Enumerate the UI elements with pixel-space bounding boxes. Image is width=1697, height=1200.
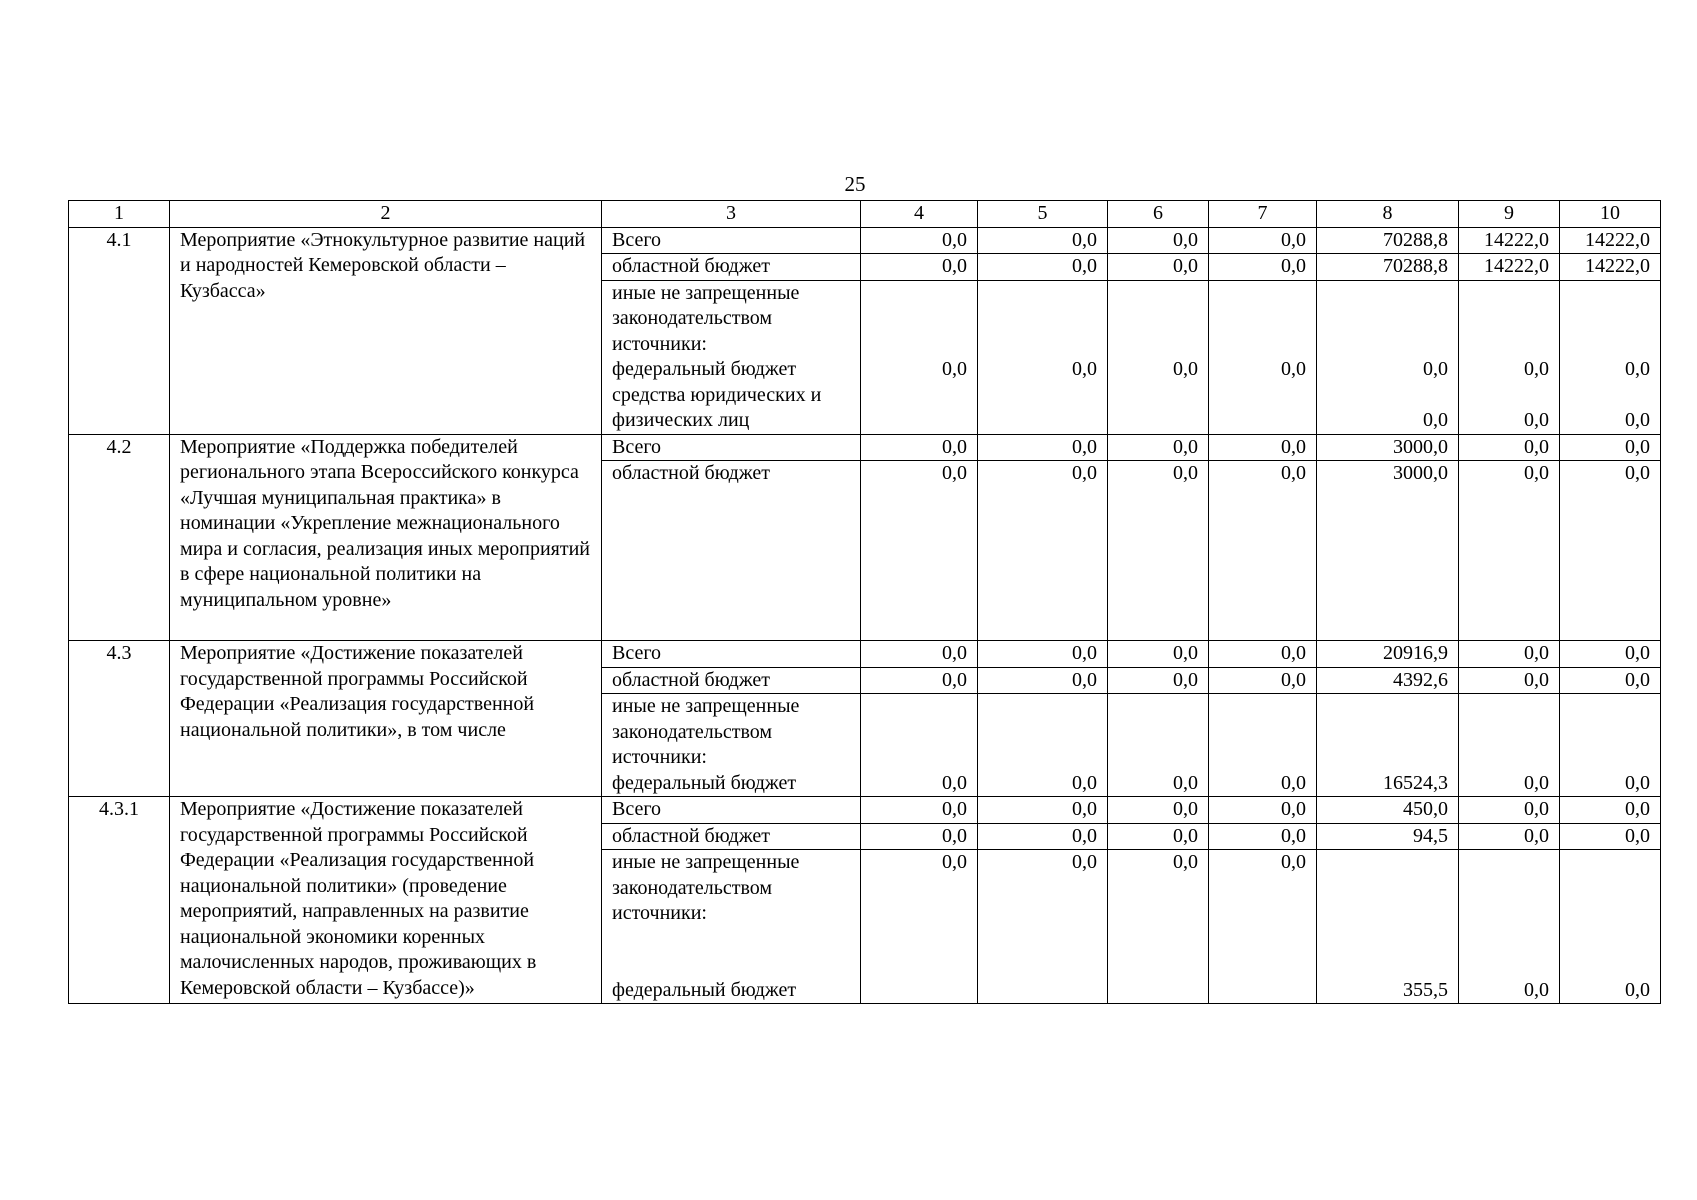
value: 0,0	[1423, 358, 1448, 380]
value-cell: 14222,0	[1459, 227, 1560, 254]
row-number: 4.1	[69, 227, 170, 434]
value-cell: 70288,8	[1317, 227, 1459, 254]
value-cell: 0,0	[1108, 434, 1209, 461]
value: 0,0	[1173, 851, 1198, 873]
table-row	[69, 641, 1661, 668]
column-header: 8	[1317, 201, 1459, 228]
source-label-line: федеральный бюджет	[612, 771, 797, 794]
column-header: 3	[602, 201, 861, 228]
value-cell: 0,0	[1108, 254, 1209, 281]
value-cell	[1459, 280, 1560, 434]
source-label: областной бюджет	[602, 667, 861, 694]
value: 0,0	[1423, 409, 1448, 431]
value: 0,0	[1625, 358, 1650, 380]
value-cell: 14222,0	[1459, 254, 1560, 281]
value-cell	[1317, 694, 1459, 797]
value: 0,0	[1524, 771, 1549, 794]
measure-name: Мероприятие «Достижение показателей государственной программы Российской Федерации «Реализация государственной национальной политики», в том числе	[170, 641, 602, 797]
value-cell	[1459, 850, 1560, 1004]
source-label: областной бюджет	[602, 461, 861, 641]
value-cell	[1560, 694, 1661, 797]
value-cell: 0,0	[978, 434, 1108, 461]
source-label: областной бюджет	[602, 254, 861, 281]
source-label-line: федеральный бюджет	[612, 978, 797, 1001]
source-label-line: федеральный бюджет	[612, 358, 797, 380]
source-label-multiline	[602, 280, 861, 434]
source-label-line: источники:	[612, 902, 707, 924]
value: 0,0	[942, 851, 967, 873]
value	[1219, 408, 1306, 434]
source-label-line: физических лиц	[612, 409, 750, 431]
value-cell: 0,0	[861, 667, 978, 694]
source-label: Всего	[602, 434, 861, 461]
value: 0,0	[1524, 978, 1549, 1001]
value-cell	[978, 850, 1108, 1004]
table-row	[69, 434, 1661, 461]
value-cell: 0,0	[861, 461, 978, 641]
source-label-line: средства юридических и	[612, 383, 822, 406]
value: 16524,3	[1383, 771, 1448, 794]
value-cell: 0,0	[1108, 797, 1209, 824]
column-header: 2	[170, 201, 602, 228]
value-cell: 0,0	[1108, 227, 1209, 254]
value-cell: 0,0	[1459, 434, 1560, 461]
value: 0,0	[1625, 409, 1650, 431]
source-label-line: источники:	[612, 746, 707, 768]
value-cell: 0,0	[1108, 667, 1209, 694]
value-cell: 0,0	[1209, 227, 1317, 254]
table-row	[69, 797, 1661, 824]
measure-name: Мероприятие «Поддержка победителей регионального этапа Всероссийского конкурса «Лучшая муниципальная практика» в номинации «Укрепление межнационального мира и согласия, реализация иных мероприятий в сфере национальной политики на муниципальном уровне»	[170, 434, 602, 641]
value-cell	[1459, 694, 1560, 797]
source-label: Всего	[602, 797, 861, 824]
value: 0,0	[1524, 358, 1549, 380]
source-label-line: иные не запрещенные	[612, 695, 800, 717]
value: 0,0	[1281, 771, 1306, 794]
value-cell: 0,0	[1209, 797, 1317, 824]
value-cell	[1209, 280, 1317, 434]
source-label-multiline	[602, 850, 861, 1004]
value-cell: 0,0	[861, 797, 978, 824]
value-cell: 94,5	[1317, 823, 1459, 850]
value-cell: 14222,0	[1560, 254, 1661, 281]
value-cell: 0,0	[861, 823, 978, 850]
value-cell: 0,0	[1459, 823, 1560, 850]
value-cell	[978, 694, 1108, 797]
page-number: 25	[844, 172, 866, 196]
value-cell: 4392,6	[1317, 667, 1459, 694]
column-header: 10	[1560, 201, 1661, 228]
value-cell: 0,0	[861, 254, 978, 281]
value-cell: 0,0	[978, 461, 1108, 641]
column-header: 5	[978, 201, 1108, 228]
source-label: Всего	[602, 227, 861, 254]
value-cell	[861, 850, 978, 1004]
measure-name: Мероприятие «Этнокультурное развитие наций и народностей Кемеровской области – Кузбасса»	[170, 227, 602, 434]
value-cell: 0,0	[978, 823, 1108, 850]
value: 0,0	[1625, 771, 1650, 794]
column-header: 9	[1459, 201, 1560, 228]
value: 355,5	[1403, 978, 1448, 1001]
value: 0,0	[942, 358, 967, 380]
value-cell	[978, 280, 1108, 434]
value-cell: 0,0	[1560, 434, 1661, 461]
value-cell: 0,0	[978, 797, 1108, 824]
value-cell: 0,0	[1459, 667, 1560, 694]
value-cell: 20916,9	[1317, 641, 1459, 668]
value-cell: 0,0	[1560, 667, 1661, 694]
value-cell: 0,0	[1459, 461, 1560, 641]
value-cell: 0,0	[1459, 641, 1560, 668]
value-cell	[1317, 850, 1459, 1004]
value-cell	[1108, 694, 1209, 797]
source-label-line: законодательством	[612, 307, 773, 329]
value-cell	[1317, 280, 1459, 434]
value-cell: 3000,0	[1317, 461, 1459, 641]
value-cell: 0,0	[1209, 641, 1317, 668]
value-cell: 0,0	[978, 254, 1108, 281]
measure-name: Мероприятие «Достижение показателей государственной программы Российской Федерации «Реализация государственной национальной политики» (проведение мероприятий, направленных на развитие национальной экономики коренных малочисленных народов, проживающих в Кемеровской области – Кузбассе)»	[170, 797, 602, 1004]
value	[988, 408, 1097, 434]
source-label-line: иные не запрещенные	[612, 281, 800, 304]
value-cell: 14222,0	[1560, 227, 1661, 254]
value-cell: 450,0	[1317, 797, 1459, 824]
budget-table	[68, 200, 1661, 1004]
value: 0,0	[942, 771, 967, 794]
value-cell	[861, 280, 978, 434]
value-cell: 0,0	[1459, 797, 1560, 824]
source-label-line: источники:	[612, 332, 707, 355]
value-cell: 0,0	[1108, 823, 1209, 850]
row-number: 4.3.1	[69, 797, 170, 1004]
value: 0,0	[1072, 851, 1097, 873]
value: 0,0	[1072, 358, 1097, 380]
value-cell	[1209, 694, 1317, 797]
value: 0,0	[1173, 771, 1198, 794]
value-cell	[1108, 850, 1209, 1004]
value: 0,0	[1524, 409, 1549, 431]
value-cell: 3000,0	[1317, 434, 1459, 461]
value-cell: 0,0	[1560, 823, 1661, 850]
value: 0,0	[1625, 978, 1650, 1001]
value-cell: 0,0	[1209, 434, 1317, 461]
value: 0,0	[1281, 851, 1306, 873]
value-cell: 0,0	[861, 434, 978, 461]
value-cell: 0,0	[1108, 461, 1209, 641]
value-cell: 0,0	[1560, 461, 1661, 641]
source-label: областной бюджет	[602, 823, 861, 850]
value: 0,0	[1173, 358, 1198, 380]
source-label-line: иные не запрещенные	[612, 851, 800, 873]
table-row	[69, 227, 1661, 254]
value	[1118, 408, 1198, 434]
value-cell: 0,0	[978, 641, 1108, 668]
value: 0,0	[1281, 358, 1306, 380]
value-cell: 0,0	[1209, 461, 1317, 641]
source-label-line: законодательством	[612, 720, 773, 743]
row-number: 4.3	[69, 641, 170, 797]
row-number: 4.2	[69, 434, 170, 641]
value-cell: 0,0	[978, 667, 1108, 694]
column-header: 6	[1108, 201, 1209, 228]
value-cell: 70288,8	[1317, 254, 1459, 281]
value-cell: 0,0	[1560, 641, 1661, 668]
value-cell	[1560, 280, 1661, 434]
column-header: 1	[69, 201, 170, 228]
value-cell	[1209, 850, 1317, 1004]
value-cell: 0,0	[1108, 641, 1209, 668]
value-cell: 0,0	[1209, 823, 1317, 850]
value-cell: 0,0	[1209, 254, 1317, 281]
source-label-multiline	[602, 694, 861, 797]
column-header: 4	[861, 201, 978, 228]
value-cell	[861, 694, 978, 797]
value-cell	[1560, 850, 1661, 1004]
source-label: Всего	[602, 641, 861, 668]
source-label-line: законодательством	[612, 876, 773, 899]
value-cell: 0,0	[1560, 797, 1661, 824]
value-cell: 0,0	[978, 227, 1108, 254]
value: 0,0	[1072, 771, 1097, 794]
value	[871, 408, 967, 434]
value-cell: 0,0	[1209, 667, 1317, 694]
value-cell	[1108, 280, 1209, 434]
value-cell: 0,0	[861, 227, 978, 254]
column-numbers-row	[69, 201, 1661, 228]
value-cell: 0,0	[861, 641, 978, 668]
column-header: 7	[1209, 201, 1317, 228]
